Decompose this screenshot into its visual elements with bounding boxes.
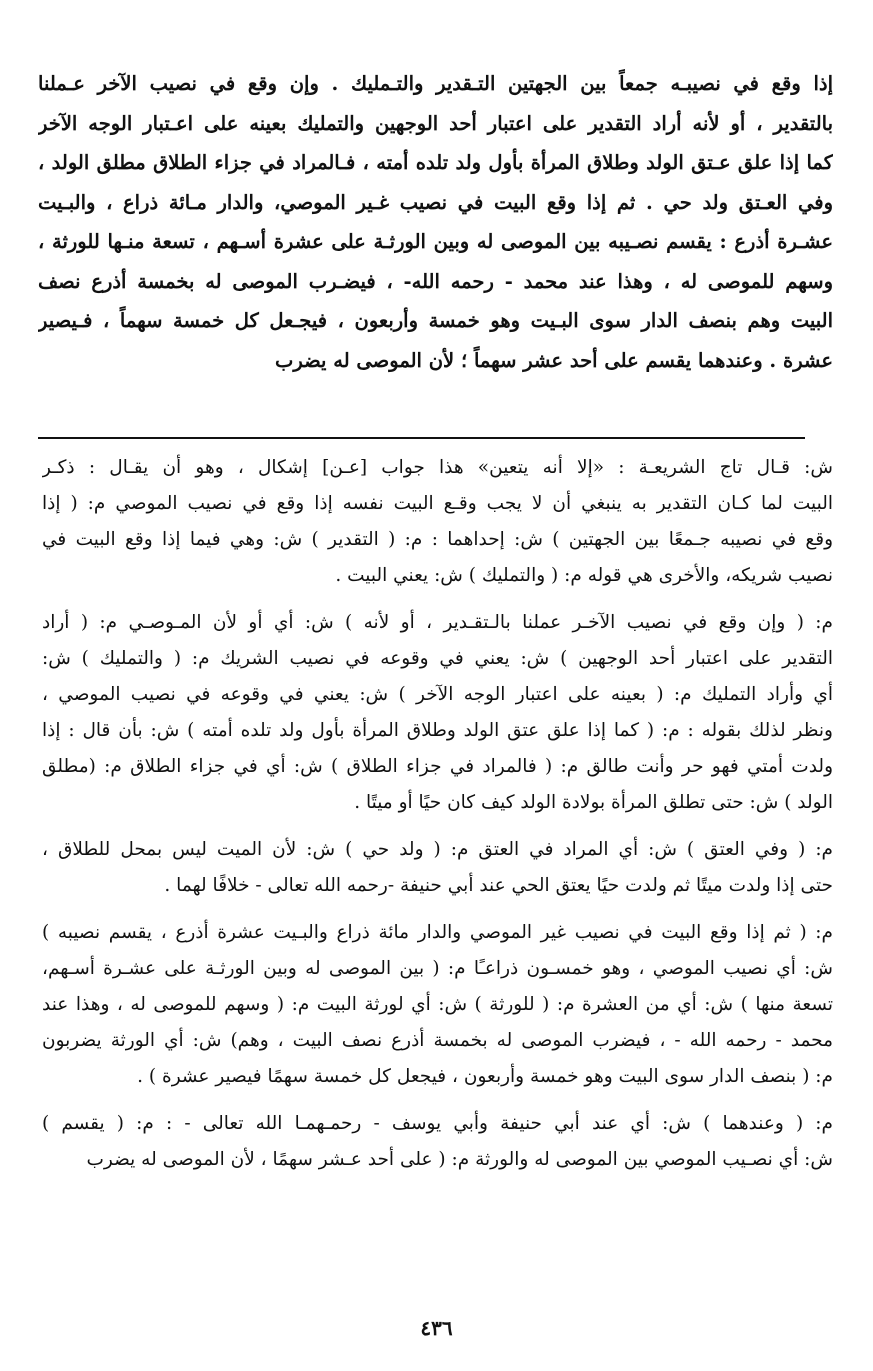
commentary-line: ولدت أمتي فهو حر وأنت طالق م: ( فالمراد في جزاء الطلاق ) ش: أي في جزاء الطلاق م: (مطلق — [42, 756, 833, 777]
main-text-line: وفي العـتق ولد حي . ثم إذا وقع البيت في نصيب غـير الموصي، والدار مـائة ذراع ، والبـيت — [38, 190, 833, 214]
main-text-line: عشـرة أذرع : يقسم نصـيبه بين الموصى له وبين الورثـة على عشرة أسـهم ، تسعة منـها للورثة ، — [38, 230, 833, 253]
separator-rule — [38, 437, 805, 439]
commentary-line: ش: قـال تاج الشريعـة : «إلا أنه يتعين» هذا جواب [عـن] إشكال ، وهو أن يقـال : ذكـر — [42, 457, 833, 478]
commentary-line: م: ( ثم إذا وقع البيت في نصيب غير الموصي والدار مائة ذراع والبـيت عشرة أذرع ، يقسم نصيبه ) — [42, 922, 833, 943]
main-text-line: إذا وقع في نصيبـه جمعاً بين الجهتين التـقدير والتـمليك . وإن وقع في نصيب الآخر عـملنا — [38, 72, 833, 95]
main-text-line: وسهم للموصى له ، وهذا عند محمد - رحمه الله- ، فيضـرب الموصى له بخمسة أذرع نصف — [38, 269, 833, 293]
commentary-line: م: ( بنصف الدار سوى البيت وهو خمسة وأربعون ، فيجعل كل خمسة سهمًا فيصير عشرة ) . — [137, 1066, 833, 1087]
page-number: ٤٣٦ — [420, 1316, 453, 1340]
main-text — [38, 64, 833, 380]
main-text-line: البيت وهم بنصف الدار سوى البـيت وهو خمسة وأربعون ، فيجـعل كل خمسة سهماً ، فـيصير — [38, 309, 833, 332]
commentary-line: وقع في نصيبه جـمعًا بين الجهتين ) ش: إحداهما : م: ( التقدير ) ش: وهي فيما إذا وقع البيت في — [42, 529, 833, 550]
commentary-line: البيت لما كـان التقدير به ينبغي أن لا يجب وقـع البيت نفسه إذا وقع في نصيب الموصي م: ( إذا — [42, 493, 833, 514]
main-text-line: بالتقدير ، أو لأنه أراد التقدير على اعتبار أحد الوجهين والتمليك بعينه على اعـتبار الوجه الآخر — [38, 111, 833, 135]
commentary-paragraph — [42, 832, 833, 904]
commentary-paragraph — [42, 1106, 833, 1178]
commentary-line: أي وأراد التمليك م: ( بعينه على اعتبار الوجه الآخر ) ش: يعني في وقوعه في نصيب الموصي ، — [42, 684, 833, 705]
commentary-line: م: ( وإن وقع في نصيب الآخـر عملنا بالـتقـدير ، أو لأنه ) ش: أي أو لأن المـوصـي م: ( أراد — [42, 612, 833, 633]
commentary-line: م: ( وعندهما ) ش: أي عند أبي حنيفة وأبي يوسف - رحمـهمـا الله تعالى - : م: ( يقسم ) — [42, 1113, 833, 1134]
commentary-paragraph — [42, 915, 833, 1095]
commentary-line: التقدير على اعتبار أحد الوجهين ) ش: يعني في وقوعه في نصيب الشريك م: ( والتمليك ) ش: — [42, 648, 833, 669]
commentary-line: محمد - رحمه الله - ، فيضرب الموصى له بخمسة أذرع نصف البيت ، وهم) ش: أي الورثة يضربون — [42, 1030, 833, 1051]
commentary-line: تسعة منها ) ش: أي من العشرة م: ( للورثة ) ش: أي لورثة البيت م: ( وسهم للموصى له ، وهذا عند — [42, 994, 833, 1015]
commentary-line: ش: أي نصيب الموصي ، وهو خمسـون ذراعـًا م: ( بين الموصى له وبين الورثـة على عشـرة أسـهم، — [42, 958, 833, 979]
commentary-line: م: ( وفي العتق ) ش: أي المراد في العتق م: ( ولد حي ) ش: لأن الميت ليس بمحل للطلاق ، — [42, 839, 833, 860]
main-text-line: كما إذا علق عـتق الولد وطلاق المرأة بأول ولد تلده أمته ، فـالمراد في جزاء الطلاق مطلق الولد ، — [38, 151, 833, 174]
main-text-line: عشرة . وعندهما يقسم على أحد عشر سهماً ؛ لأن الموصى له يضرب — [275, 348, 833, 372]
commentary-line: حتى إذا ولدت ميتًا ثم ولدت حيًا يعتق الحي عند أبي حنيفة -رحمه الله تعالى - خلافًا لهما . — [164, 875, 833, 896]
commentary-paragraph — [42, 605, 833, 821]
commentary-line: نصيب شريكه، والأخرى هي قوله م: ( والتمليك ) ش: يعني البيت . — [335, 565, 833, 586]
commentary — [42, 450, 833, 1189]
commentary-paragraph — [42, 450, 833, 594]
commentary-line: الولد ) ش: حتى تطلق المرأة بولادة الولد كيف كان حيًا أو ميتًا . — [354, 792, 833, 813]
commentary-line: ونظر لذلك بقوله : م: ( كما إذا علق عتق الولد وطلاق المرأة بأول ولد تلده أمته ) ش: بأن قال : إذا — [42, 720, 833, 741]
commentary-line: ش: أي نصـيب الموصي بين الموصى له والورثة م: ( على أحد عـشر سهمًا ، لأن الموصى له يضرب — [86, 1149, 833, 1170]
